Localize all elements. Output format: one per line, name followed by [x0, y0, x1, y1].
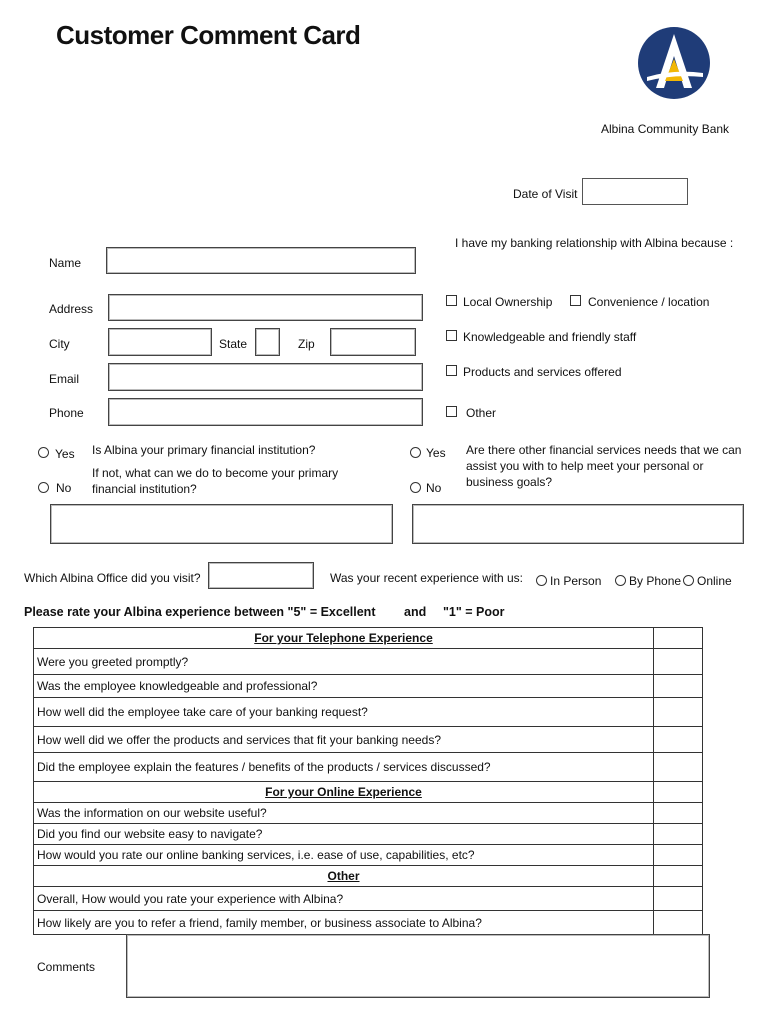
other-reason-label: Other: [466, 406, 497, 420]
other-needs-question-line1: Are there other financial services needs that we can: [466, 443, 742, 457]
rating-instruction-part2: "1" = Poor: [443, 605, 505, 619]
other-needs-yes-radio[interactable]: [410, 447, 421, 458]
other-needs-yes-label: Yes: [426, 446, 446, 460]
rating-score-cell[interactable]: [654, 649, 703, 675]
rating-section-title: For your Telephone Experience: [34, 628, 654, 649]
rating-question-row: [34, 803, 703, 824]
rating-question-row: [34, 753, 703, 782]
rating-score-cell[interactable]: [654, 753, 703, 782]
rating-score-cell[interactable]: [654, 911, 703, 935]
email-label: Email: [49, 372, 80, 386]
comments-label: Comments: [37, 960, 96, 974]
name-field[interactable]: [106, 247, 416, 274]
rating-section-title: For your Online Experience: [34, 782, 654, 803]
rating-score-cell[interactable]: [654, 803, 703, 824]
by-phone-label: By Phone: [629, 574, 682, 588]
rating-instruction-part1: Please rate your Albina experience between "5" = Excellent: [24, 605, 376, 619]
office-visited-label: Which Albina Office did you visit?: [24, 571, 201, 585]
rating-question-row: [34, 675, 703, 698]
rating-question-text: Did the employee explain the features / benefits of the products / services discussed?: [34, 753, 654, 782]
phone-field[interactable]: [108, 398, 423, 426]
other-needs-question-line2: assist you with to help meet your personal or: [466, 459, 704, 473]
by-phone-radio[interactable]: [615, 575, 626, 586]
zip-label: Zip: [298, 337, 315, 351]
knowledgeable-staff-label: Knowledgeable and friendly staff: [463, 330, 637, 344]
rating-section-score-cell: [654, 782, 703, 803]
primary-no-radio[interactable]: [38, 482, 49, 493]
rating-question-row: [34, 887, 703, 911]
in-person-radio[interactable]: [536, 575, 547, 586]
relationship-prompt: I have my banking relationship with Albina because :: [455, 236, 734, 250]
rating-question-text: How well did we offer the products and services that fit your banking needs?: [34, 727, 654, 753]
rating-question-text: Overall, How would you rate your experience with Albina?: [34, 887, 654, 911]
city-label: City: [49, 337, 70, 351]
rating-section-score-cell: [654, 628, 703, 649]
state-label: State: [219, 337, 248, 351]
other-needs-no-radio[interactable]: [410, 482, 421, 493]
rating-question-row: [34, 845, 703, 866]
rating-question-row: [34, 698, 703, 727]
online-label: Online: [697, 574, 732, 588]
knowledgeable-staff-checkbox[interactable]: [446, 330, 457, 341]
primary-no-label: No: [56, 481, 72, 495]
rating-question-row: [34, 727, 703, 753]
other-reason-checkbox[interactable]: [446, 406, 457, 417]
primary-yes-radio[interactable]: [38, 447, 49, 458]
rating-question-text: How would you rate our online banking services, i.e. ease of use, capabilities, etc?: [34, 845, 654, 866]
city-field[interactable]: [108, 328, 212, 356]
rating-section-score-cell: [654, 866, 703, 887]
rating-question-row: [34, 911, 703, 935]
rating-question-text: Was the information on our website useful?: [34, 803, 654, 824]
rating-instruction-and: and: [404, 605, 427, 619]
address-field[interactable]: [108, 294, 423, 321]
rating-score-cell[interactable]: [654, 675, 703, 698]
rating-score-cell[interactable]: [654, 727, 703, 753]
local-ownership-checkbox[interactable]: [446, 295, 457, 306]
rating-question-text: Was the employee knowledgeable and professional?: [34, 675, 654, 698]
products-services-checkbox[interactable]: [446, 365, 457, 376]
rating-table: [33, 627, 703, 935]
primary-yes-label: Yes: [55, 447, 75, 461]
convenience-label: Convenience / location: [588, 295, 710, 309]
rating-section-title: Other: [34, 866, 654, 887]
rating-question-text: Were you greeted promptly?: [34, 649, 654, 675]
phone-label: Phone: [49, 406, 84, 420]
convenience-checkbox[interactable]: [570, 295, 581, 306]
rating-score-cell[interactable]: [654, 845, 703, 866]
rating-question-text: How well did the employee take care of your banking request?: [34, 698, 654, 727]
page-title: Customer Comment Card: [56, 20, 361, 50]
bank-name: Albina Community Bank: [601, 122, 730, 136]
rating-question-row: [34, 824, 703, 845]
address-label: Address: [49, 302, 94, 316]
become-primary-answer-field[interactable]: [50, 504, 393, 544]
office-visited-field[interactable]: [208, 562, 314, 589]
online-radio[interactable]: [683, 575, 694, 586]
other-needs-answer-field[interactable]: [412, 504, 744, 544]
products-services-label: Products and services offered: [463, 365, 622, 379]
email-field[interactable]: [108, 363, 423, 391]
become-primary-question-line1: If not, what can we do to become your primary: [92, 466, 339, 480]
other-needs-no-label: No: [426, 481, 442, 495]
name-label: Name: [49, 256, 82, 270]
become-primary-question-line2: financial institution?: [92, 482, 197, 496]
rating-score-cell[interactable]: [654, 887, 703, 911]
rating-question-text: Did you find our website easy to navigate?: [34, 824, 654, 845]
local-ownership-label: Local Ownership: [463, 295, 553, 309]
rating-section-row: [34, 782, 703, 803]
other-needs-question-line3: business goals?: [466, 475, 553, 489]
bank-logo: [637, 25, 711, 101]
rating-score-cell[interactable]: [654, 698, 703, 727]
primary-institution-question: Is Albina your primary financial institution?: [92, 443, 316, 457]
experience-type-label: Was your recent experience with us:: [330, 571, 523, 585]
rating-section-row: [34, 866, 703, 887]
rating-score-cell[interactable]: [654, 824, 703, 845]
rating-section-row: [34, 628, 703, 649]
date-of-visit-field[interactable]: [582, 178, 688, 205]
date-of-visit-label: Date of Visit: [513, 187, 578, 201]
state-field[interactable]: [255, 328, 280, 356]
comments-field[interactable]: [126, 934, 710, 998]
zip-field[interactable]: [330, 328, 416, 356]
rating-question-text: How likely are you to refer a friend, family member, or business associate to Albina?: [34, 911, 654, 935]
rating-question-row: [34, 649, 703, 675]
in-person-label: In Person: [550, 574, 602, 588]
